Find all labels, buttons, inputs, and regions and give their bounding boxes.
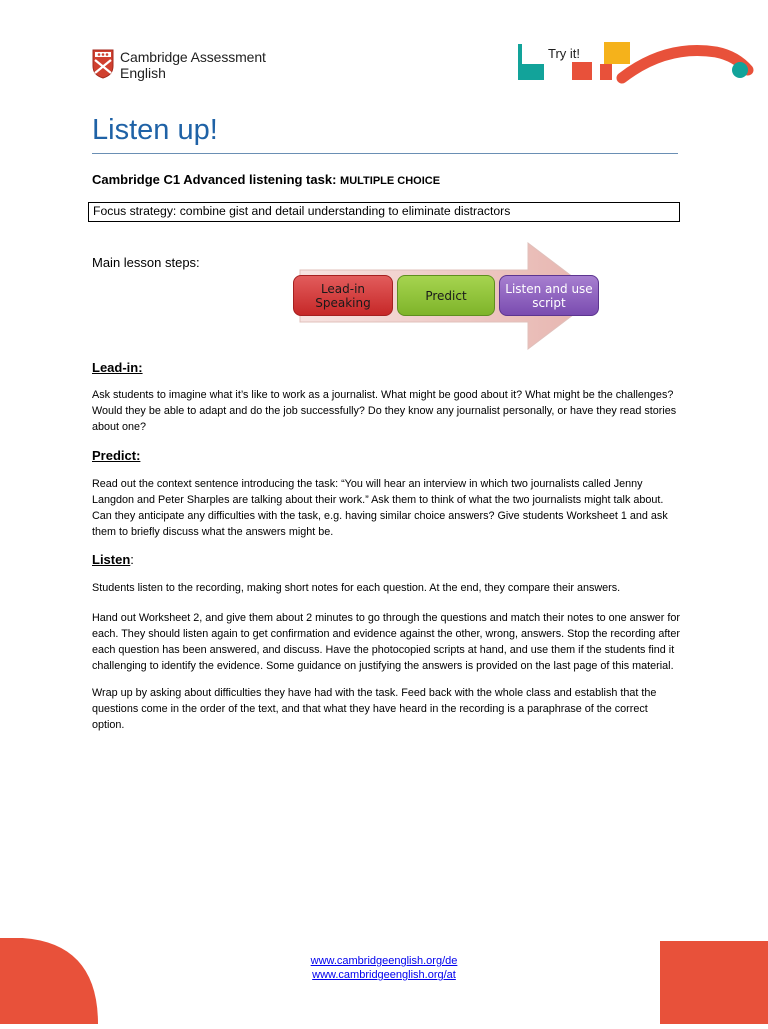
- footer-link-de[interactable]: www.cambridgeenglish.org/de: [310, 955, 458, 967]
- listen-heading-colon: :: [130, 552, 134, 567]
- step-label: Predict: [425, 288, 467, 303]
- listen-paragraph-2: Hand out Worksheet 2, and give them about 2 minutes to go through the questions and match their notes to one answer for each. They should listen again to get confirmation and evidence against the other, wrong, answers. Stop the recording after each question has been answered, and discuss. Have the photocopied scripts at hand, and use them if the students find it challenging to identify the evidence. Some guidance on justifying the answers is provided on the last page of this material.: [92, 612, 680, 672]
- page-title: Listen up!: [92, 114, 218, 146]
- leadin-heading: Lead-in:: [92, 360, 143, 375]
- subtitle-main: Cambridge C1 Advanced listening task:: [92, 172, 341, 187]
- cambridge-logo: [92, 48, 282, 82]
- listen-paragraph-3: Wrap up by asking about difficulties they have had with the task. Feed back with the whole class and establish that the questions come in the order of the text, and that what they have heard in the recording is a paraphrase of the correct option.: [92, 687, 657, 731]
- predict-heading: Predict:: [92, 448, 141, 463]
- listen-paragraph-1: Students listen to the recording, making short notes for each question. At the end, they compare their answers.: [92, 582, 621, 594]
- step-listen-use-script: [499, 275, 599, 316]
- steps-label: Main lesson steps:: [92, 255, 200, 270]
- focus-strategy-box: Focus strategy: combine gist and detail understanding to eliminate distractors: [88, 202, 680, 222]
- task-subtitle: [92, 172, 440, 187]
- try-it-label: Try it!: [548, 46, 581, 61]
- footer-links: [0, 954, 768, 982]
- logo-text-line1: Cambridge Assessment: [120, 49, 266, 65]
- footer-link-at[interactable]: www.cambridgeenglish.org/at: [312, 969, 456, 981]
- try-it-banner: [516, 40, 760, 84]
- cambridge-shield-icon: [92, 49, 114, 79]
- listen-heading-label: Listen: [92, 552, 131, 567]
- leadin-paragraph: Ask students to imagine what it’s like to work as a journalist. What might be good about it? What might be the challenges? Would they be able to adapt and do the job successfully? Do they know any journalist personally, or have they read stories about one?: [92, 389, 677, 433]
- title-divider: [92, 153, 678, 154]
- step-label: Lead-in Speaking: [315, 281, 371, 310]
- lesson-steps-diagram: [290, 240, 610, 352]
- logo-text-line2: English: [120, 65, 166, 81]
- step-predict: [397, 275, 495, 316]
- step-label: Listen and use script: [505, 281, 593, 310]
- step-leadin-speaking: [293, 275, 393, 316]
- listen-heading: [92, 552, 134, 567]
- subtitle-task-type: MULTIPLE CHOICE: [340, 175, 441, 187]
- predict-paragraph: Read out the context sentence introducing the task: “You will hear an interview in which two journalists called Jenny Langdon and Peter Sharples are talking about their work.” Ask them to think of what the two journalists might talk about. Can they anticipate any difficulties with the task, e.g. having similar choice answers? Give students Worksheet 1 and ask them to briefly discuss what the answers might be.: [92, 478, 668, 538]
